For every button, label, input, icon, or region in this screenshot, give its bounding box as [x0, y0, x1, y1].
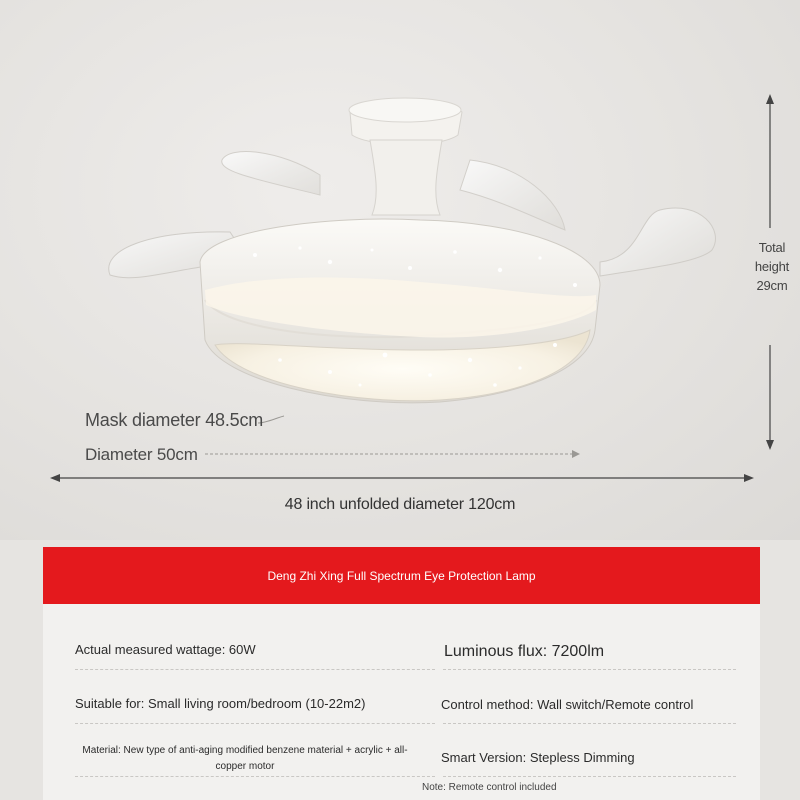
total-height-line: height	[754, 259, 790, 274]
divider	[443, 776, 736, 777]
spec-card-title: Deng Zhi Xing Full Spectrum Eye Protection Lamp	[267, 568, 536, 583]
fan-blade	[460, 160, 565, 230]
spec-wattage: Actual measured wattage: 60W	[75, 642, 256, 657]
spec-control-method: Control method: Wall switch/Remote control	[441, 697, 694, 712]
divider	[443, 723, 736, 724]
fan-blade	[600, 208, 715, 276]
mask-diameter-label: Mask diameter 48.5cm	[85, 410, 264, 430]
spec-suitable-for: Suitable for: Small living room/bedroom (10-22m2)	[75, 696, 366, 711]
divider	[443, 669, 736, 670]
spec-luminous-flux: Luminous flux: 7200lm	[444, 643, 605, 660]
total-height-line: 29cm	[756, 278, 788, 293]
fan-blade	[222, 152, 320, 195]
total-height-label	[745, 238, 799, 295]
spec-card	[43, 547, 760, 800]
fan-stem	[370, 140, 442, 215]
spec-smart-version: Smart Version: Stepless Dimming	[441, 750, 635, 765]
spec-material: Material: New type of anti-aging modified benzene material + acrylic + all-copper motor	[82, 745, 408, 772]
unfolded-diameter-label: 48 inch unfolded diameter 120cm	[284, 496, 516, 513]
spec-note: Note: Remote control included	[422, 782, 557, 793]
divider	[75, 723, 435, 724]
divider	[75, 776, 435, 777]
diameter-label: Diameter 50cm	[85, 445, 198, 464]
total-height-line: Total	[758, 240, 786, 255]
divider	[75, 669, 435, 670]
spec-card-header	[43, 547, 760, 604]
